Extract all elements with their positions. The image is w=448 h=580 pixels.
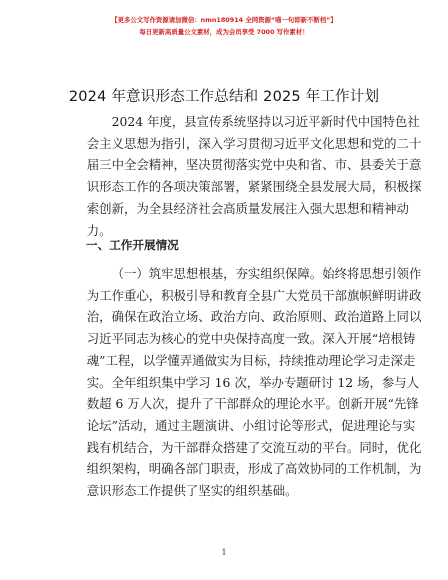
section-line: 实。全年组织集中学习 16 次，举办专题研讨 12 场，参与人 [86, 374, 420, 390]
section-line: 组织架构，明确各部门职责，形成了高效协同的工作机制，为 [86, 461, 422, 477]
section-line: 习近平同志为核心的党中央保持高度一致。深入开展“培根铸 [86, 331, 416, 347]
promo-banner-line-1: 【更多公文写作资源请加微信：nmn180914 全网资源“喵一句即新不断档”】 [111, 16, 337, 24]
document-title: 2024 年意识形态工作总结和 2025 年工作计划 [68, 89, 380, 105]
section-line: 魂”工程，以学懂弄通做实为目标，持续推动理论学习走深走 [86, 352, 416, 368]
section-line: 数超 6 万人次，提升了干部群众的理论水平。创新开展“先锋 [86, 396, 419, 412]
intro-line: 索创新，为全县经济社会高质量发展注入强大思想和精神动 [86, 200, 409, 216]
section-line: 践有机结合，为干部群众搭建了交流互动的平台。同时，优化 [86, 439, 422, 455]
section-line: （一）筑牢思想根基，夯实组织保障。始终将思想引领作 [111, 266, 422, 281]
intro-paragraph [62, 111, 422, 241]
section-heading: 一、工作开展情况 [86, 238, 179, 252]
section-paragraph [62, 263, 422, 502]
intro-line: 届三中全会精神，坚决贯彻落实党中央和省、市、县委关于意 [86, 157, 422, 173]
section-line: 意识形态工作提供了坚实的组织基础。 [86, 483, 298, 499]
section-line: 为工作重心，积极引导和教育全县广大党员干部旗帜鲜明讲政 [86, 287, 422, 303]
intro-line: 2024 年度，县宣传系统坚持以习近平新时代中国特色社 [111, 114, 420, 129]
intro-line: 会主义思想为指引，深入学习贯彻习近平文化思想和党的二十 [86, 135, 422, 151]
section-line: 论坛”活动，通过主题演讲、小组讨论等形式，促进理论与实 [86, 417, 416, 433]
intro-line: 力。 [86, 222, 112, 238]
section-line: 治，确保在政治立场、政治方向、政治原则、政治道路上同以 [86, 309, 422, 325]
promo-banner-line-2: 每日更新高质量公文素材，成为会员享受 7000 写作素材！ [139, 28, 309, 36]
page-number: 1 [221, 548, 227, 557]
intro-line: 识形态工作的各项决策部署，紧紧围绕全县发展大局，积极探 [86, 179, 422, 195]
